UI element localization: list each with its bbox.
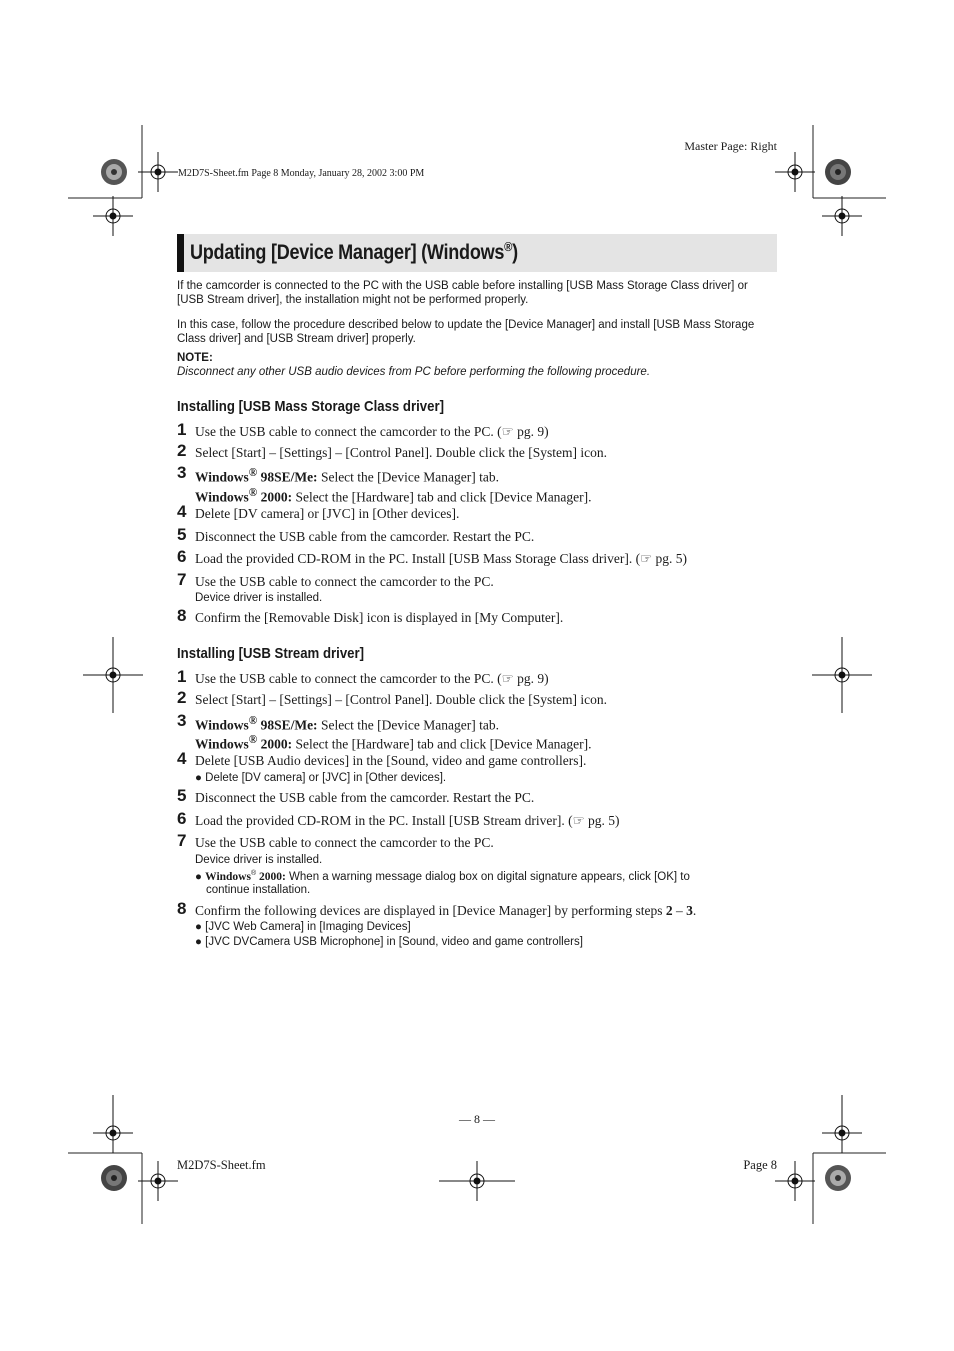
bullet-continuation: continue installation.	[206, 884, 311, 896]
section-heading-mass-storage: Installing [USB Mass Storage Class driver]	[177, 398, 445, 415]
step-number: 7	[177, 831, 187, 850]
step-text: Load the provided CD-ROM in the PC. Install [USB Mass Storage Class driver]. (☞ pg. 5)	[195, 551, 688, 566]
step-number: 1	[177, 667, 187, 686]
section-heading-stream: Installing [USB Stream driver]	[177, 645, 365, 662]
step-text: Confirm the following devices are displayed in [Device Manager] by performing steps 2 – 3.	[195, 903, 697, 918]
step-text: Use the USB cable to connect the camcorder to the PC.	[195, 835, 494, 850]
page-title: Updating [Device Manager] (Windows®)	[190, 239, 518, 264]
step-text: Confirm the [Removable Disk] icon is displayed in [My Computer].	[195, 610, 564, 625]
step-number: 3	[177, 463, 187, 482]
bullet-item: ● [JVC DVCamera USB Microphone] in [Sound, video and game controllers]	[195, 936, 583, 948]
step-text: Select [Start] – [Settings] – [Control Panel]. Double click the [System] icon.	[195, 692, 608, 707]
step-text-windows-98: Windows® 98SE/Me: Select the [Device Manager] tab.	[195, 715, 499, 733]
step-number: 4	[177, 749, 187, 768]
step-text-windows-2000: Windows® 2000: Select the [Hardware] tab and click [Device Manager].	[195, 487, 592, 505]
bullet-item-windows-2000: ● Windows® 2000: When a warning message dialog box on digital signature appears, click [OK] to	[195, 870, 690, 883]
intro-paragraph-2: In this case, follow the procedure described below to update the [Device Manager] and install [USB Mass Storage Class driver] and [USB Stream driver] properly.	[177, 319, 755, 345]
step-text: Delete [USB Audio devices] in the [Sound, video and game controllers].	[195, 753, 587, 768]
footer-page-label: Page 8	[743, 1158, 777, 1172]
step-number: 6	[177, 809, 187, 828]
step-number: 8	[177, 899, 187, 918]
intro-paragraph-1: If the camcorder is connected to the PC with the USB cable before installing [USB Mass Storage Class driver] or [USB Stream driver], the installation might not be performed properly.	[177, 280, 748, 306]
step-text-windows-2000: Windows® 2000: Select the [Hardware] tab and click [Device Manager].	[195, 734, 592, 752]
step-text: Use the USB cable to connect the camcorder to the PC. (☞ pg. 9)	[195, 424, 549, 439]
step-number: 4	[177, 502, 187, 521]
step-number: 1	[177, 420, 187, 439]
step-text: Disconnect the USB cable from the camcorder. Restart the PC.	[195, 529, 535, 544]
step-text: Use the USB cable to connect the camcorder to the PC. (☞ pg. 9)	[195, 671, 549, 686]
step-text: Use the USB cable to connect the camcorder to the PC.	[195, 574, 494, 589]
step-number: 3	[177, 711, 187, 730]
step-text: Disconnect the USB cable from the camcorder. Restart the PC.	[195, 790, 535, 805]
step-number: 6	[177, 547, 187, 566]
file-info-header: M2D7S-Sheet.fm Page 8 Monday, January 28, 2002 3:00 PM	[178, 168, 425, 179]
bullet-item: ● [JVC Web Camera] in [Imaging Devices]	[195, 921, 411, 933]
step-number: 8	[177, 606, 187, 625]
note-text: Disconnect any other USB audio devices from PC before performing the following procedure.	[177, 366, 651, 378]
step-text: Load the provided CD-ROM in the PC. Install [USB Stream driver]. (☞ pg. 5)	[195, 813, 620, 828]
page-number: — 8 —	[459, 1112, 495, 1126]
note-label: NOTE:	[177, 352, 213, 364]
title-bar	[177, 234, 777, 272]
master-page-label: Master Page: Right	[684, 139, 777, 153]
bullet-item: ● Delete [DV camera] or [JVC] in [Other devices].	[195, 772, 447, 784]
step-text-windows-98: Windows® 98SE/Me: Select the [Device Manager] tab.	[195, 467, 499, 485]
step-number: 7	[177, 570, 187, 589]
step-number: 2	[177, 688, 187, 707]
step-text: Delete [DV camera] or [JVC] in [Other devices].	[195, 506, 460, 521]
step-number: 5	[177, 786, 187, 805]
step-subtext: Device driver is installed.	[195, 854, 323, 866]
footer-file-name: M2D7S-Sheet.fm	[177, 1158, 266, 1172]
title-accent	[177, 234, 184, 272]
step-subtext: Device driver is installed.	[195, 592, 323, 604]
step-number: 2	[177, 441, 187, 460]
step-text: Select [Start] – [Settings] – [Control Panel]. Double click the [System] icon.	[195, 445, 608, 460]
step-number: 5	[177, 525, 187, 544]
